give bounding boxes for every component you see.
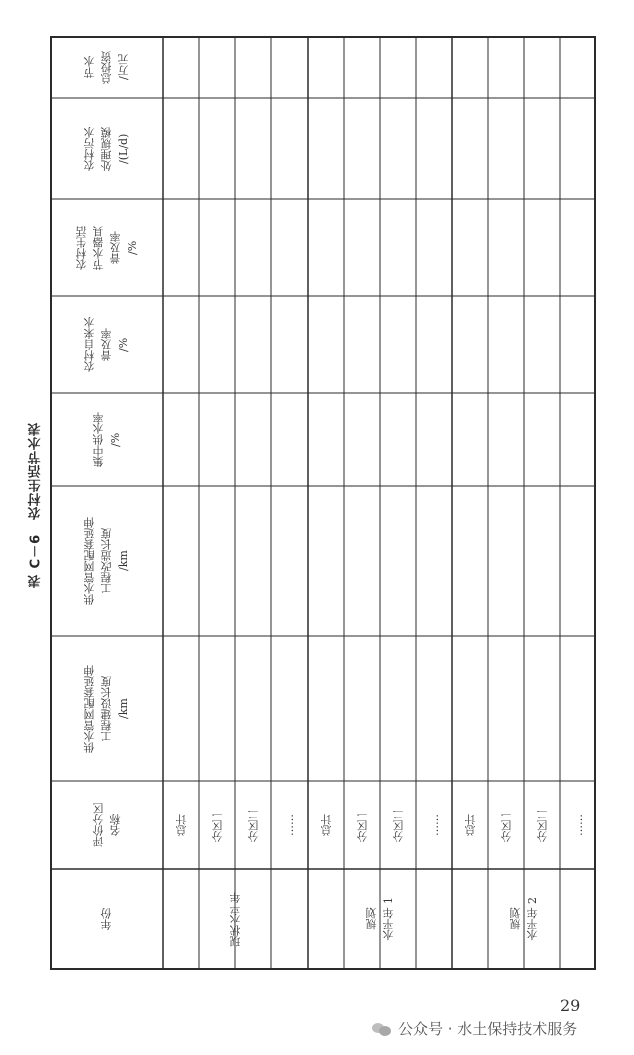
row-label: 分区一 xyxy=(499,808,513,842)
header-renovate-length xyxy=(50,486,163,636)
header-renovate-line3: /km xyxy=(117,550,130,572)
header-sewage xyxy=(50,98,163,199)
row-label: 分区二 xyxy=(246,808,260,842)
page-number: 29 xyxy=(560,996,581,1015)
row-label: 总计 xyxy=(319,814,333,836)
row-district-1 xyxy=(488,781,524,869)
row-label: 分区一 xyxy=(355,808,369,842)
watermark xyxy=(372,1018,577,1039)
group-plan2-line2: 水平年 2 xyxy=(526,897,539,941)
header-tapwater-line3: /% xyxy=(117,337,130,352)
group-plan1-line1: 规划 xyxy=(365,908,378,930)
header-year xyxy=(50,869,163,969)
row-label: 总计 xyxy=(463,814,477,836)
group-current-year xyxy=(163,869,308,969)
header-appliance xyxy=(50,199,163,296)
header-sewage-line3: /(L/d) xyxy=(117,133,130,164)
header-construct-line1: 供水管网配套延伸 xyxy=(83,664,96,753)
row-label: …… xyxy=(571,814,585,836)
header-tapwater xyxy=(50,296,163,393)
header-sewage-line1: 农村污水 xyxy=(83,126,96,171)
header-central-supply xyxy=(50,393,163,486)
header-invest-line2: 总投资 xyxy=(100,50,113,84)
row-label: …… xyxy=(427,814,441,836)
header-construct-length xyxy=(50,636,163,781)
row-district-1 xyxy=(199,781,235,869)
wechat-icon xyxy=(372,1022,392,1036)
row-label: 分区二 xyxy=(535,808,549,842)
row-district-2 xyxy=(380,781,416,869)
header-appliance-line4: /% xyxy=(125,240,139,255)
header-renovate-line1: 供水管网配套延伸 xyxy=(83,517,96,605)
header-district xyxy=(50,781,163,869)
row-district-1 xyxy=(344,781,380,869)
row-ellipsis xyxy=(416,781,452,869)
group-plan1-line2: 水平年 1 xyxy=(382,897,395,941)
header-central-line2: /% xyxy=(108,432,122,447)
group-plan-year-1 xyxy=(308,869,452,969)
header-investment xyxy=(50,36,163,98)
group-plan2-line1: 规划 xyxy=(509,908,522,930)
header-central-line1: 集中供水率 xyxy=(91,412,105,467)
row-ellipsis xyxy=(560,781,596,869)
row-total xyxy=(163,781,199,869)
row-district-2 xyxy=(524,781,560,869)
row-total xyxy=(308,781,344,869)
header-district-line1: 评价分区 xyxy=(91,803,105,847)
watermark-text: 公众号 · 水土保持技术服务 xyxy=(398,1020,578,1038)
header-sewage-line2: 处理规模 xyxy=(100,126,113,171)
header-construct-line3: /km xyxy=(117,698,130,719)
water-saving-table xyxy=(50,36,596,970)
row-total xyxy=(452,781,488,869)
header-district-line2: 名称 xyxy=(108,814,122,836)
row-label: 总计 xyxy=(174,814,188,836)
table-title: 表 C－6 农村生活节水表 xyxy=(28,421,44,589)
header-appliance-line1: 农村生活 xyxy=(74,225,88,270)
header-invest-line3: /万元 xyxy=(117,54,130,80)
group-current-name: 现状水平年 xyxy=(229,891,242,947)
header-construct-line2: 工程建设长度 xyxy=(100,675,113,742)
row-label: 分区二 xyxy=(391,808,405,842)
header-invest-line1: 节水 xyxy=(83,56,96,78)
header-appliance-line2: 节水器具 xyxy=(91,225,105,270)
header-year-text: 年份 xyxy=(100,908,113,930)
header-tapwater-line1: 农村自来水 xyxy=(83,317,96,372)
row-district-2 xyxy=(235,781,271,869)
header-tapwater-line2: 普及率 xyxy=(100,328,113,361)
row-label: …… xyxy=(283,814,296,836)
header-appliance-line3: 普及率 xyxy=(108,231,122,264)
row-ellipsis xyxy=(271,781,308,869)
header-renovate-line2: 工程改造长度 xyxy=(100,528,113,594)
group-plan-year-2 xyxy=(452,869,596,969)
row-label: 分区一 xyxy=(210,808,224,842)
